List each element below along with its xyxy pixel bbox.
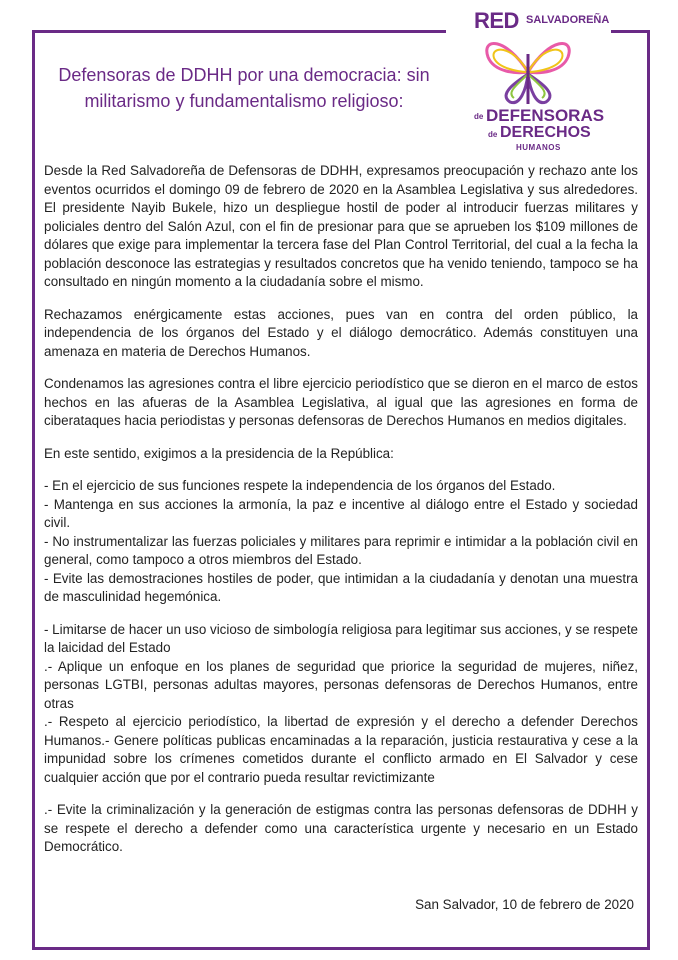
demand-item: .- Aplique un enfoque en los planes de seguridad que priorice la seguridad de mujeres, niñez, personas LGTBI, personas adultas mayores, personas defensoras de Derechos Humanos, entre otras [44,658,638,711]
butterfly-icon [476,32,581,112]
logo-salvadorena-text: SALVADOREÑA [526,14,610,26]
paragraph: Condenamos las agresiones contra el libre ejercicio periodístico que se dieron en el marco de estos hechos en las afueras de la Asamblea Legislativa, al igual que las agresiones en forma de ciberataques hacia periodistas y personas defensoras de Derechos Humanos en medios digitales. [44,376,638,428]
demand-item: - Evite las demostraciones hostiles de poder, que intimidan a la ciudadanía y denotan una muestra de masculinidad hegemónica. [44,570,638,604]
demand-item: - Mantenga en sus acciones la armonía, la paz e incentive al diálogo entre el Estado y sociedad civil. [44,496,638,530]
demand-item: .- Evite la criminalización y la generación de estigmas contra las personas defensoras de DDHH y se respete el derecho a defender como una característica urgente y necesario en un Estado Democrático. [44,802,638,854]
organization-logo [446,0,611,160]
document-body [44,162,638,857]
signature-date: San Salvador, 10 de febrero de 2020 [415,897,634,912]
logo-de-text-2: de [488,130,498,139]
logo-derechos-text: DERECHOS [500,124,591,141]
document-title: Defensoras de DDHH por una democracia: sin militarismo y fundamentalismo religioso: [58,65,430,111]
paragraph: Desde la Red Salvadoreña de Defensoras de DDHH, expresamos preocupación y rechazo ante los eventos ocurridos el domingo 09 de febrero de 2020 en la Asamblea Legislativa y sus alrededores. El presidente Nayib Bukele, hizo un despliegue hostil de poder al introducir fuerzas militares y policiales dentro del Salón Azul, con el fin de presionar para que se aprueben los $109 millones de dólares que exige para implementar la tercera fase del Plan Control Territorial, del cual a la fecha la población desconoce las estrategias y resultados concretos que ha venido teniendo, tampoco se ha consultado en ningún momento a la ciudadanía sobre el mismo. [44,163,638,289]
demand-item: - En el ejercicio de sus funciones respete la independencia de los órganos del Estado. [44,478,556,493]
logo-defensoras-text: DEFENSORAS [486,106,605,125]
demand-item: - Limitarse de hacer un uso vicioso de simbología religiosa para legitimar sus acciones, y se respete la laicidad del Estado [44,621,638,655]
demand-item: .- Respeto al ejercicio periodístico, la libertad de expresión y el derecho a defender Derechos Humanos.- Genere políticas publicas encaminadas a la reparación, justicia restaurativa y cese a la impunidad sobre los crímenes cometidos durante el conflicto armado en El Salvador y cese cualquier acción que por el contrario pueda resultar revictimizante [44,714,638,785]
logo-red-text: RED [474,8,519,33]
paragraph: En este sentido, exigimos a la presidencia de la República: [44,445,394,461]
logo-de-text: de [474,112,484,121]
demand-item: - No instrumentalizar las fuerzas policiales y militares para reprimir e intimidar a la población civil en general, como tampoco a otros miembros del Estado. [44,533,638,567]
paragraph: Rechazamos enérgicamente estas acciones, pues van en contra del orden público, la independencia de los órganos del Estado y el diálogo democrático. Además constituyen una amenaza en materia de Derechos Humanos. [44,306,638,359]
logo-humanos-text: HUMANOS [516,143,561,152]
